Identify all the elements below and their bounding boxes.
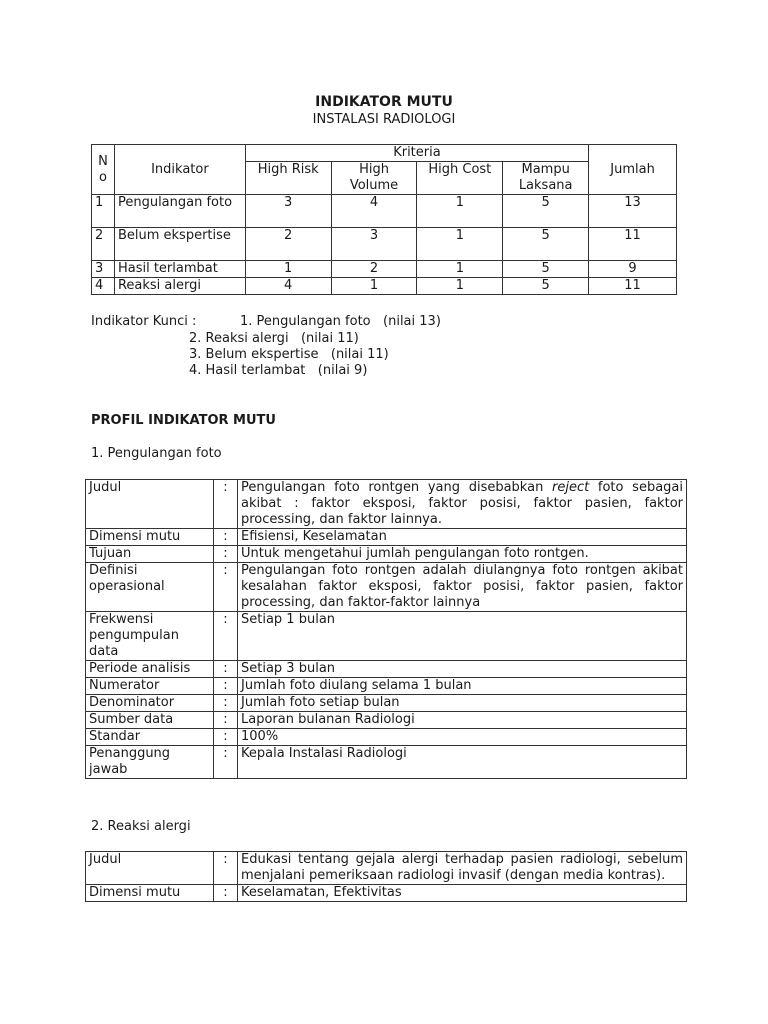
cell-high-risk: 4 — [245, 278, 331, 295]
cell-high-risk: 2 — [245, 228, 331, 261]
kunci-label: Indikator Kunci : — [91, 314, 197, 329]
row-label: Periode analisis — [86, 661, 214, 678]
row-value: Setiap 1 bulan — [238, 612, 687, 661]
judul-text-italic: reject — [552, 480, 590, 495]
cell-mampu-laksana: 5 — [503, 261, 589, 278]
row-value: Kepala Instalasi Radiologi — [238, 746, 687, 779]
judul-text-end: foto sebagai akibat : faktor eksposi, faktor posisi, faktor pasien, faktor processing, dan faktor lainnya. — [241, 480, 683, 527]
header-high-cost: High Cost — [417, 162, 503, 195]
cell-indikator: Pengulangan foto — [114, 195, 245, 228]
row-label: Dimensi mutu — [86, 529, 214, 546]
header-high-risk: High Risk — [245, 162, 331, 195]
row-value: Laporan bulanan Radiologi — [238, 712, 687, 729]
profil-heading: PROFIL INDIKATOR MUTU — [91, 413, 276, 428]
table-row — [86, 729, 687, 746]
cell-high-risk: 1 — [245, 261, 331, 278]
table-row — [86, 678, 687, 695]
cell-jumlah: 13 — [589, 195, 677, 228]
table-row — [86, 695, 687, 712]
cell-high-cost: 1 — [417, 261, 503, 278]
cell-jumlah: 11 — [589, 278, 677, 295]
row-label: Frekwensi pengumpulan data — [86, 612, 214, 661]
header-no: N o — [92, 145, 115, 195]
cell-high-cost: 1 — [417, 195, 503, 228]
row-label: Sumber data — [86, 712, 214, 729]
row-value: Jumlah foto diulang selama 1 bulan — [238, 678, 687, 695]
cell-indikator: Reaksi alergi — [114, 278, 245, 295]
header-indikator: Indikator — [114, 145, 245, 195]
cell-mampu-laksana: 5 — [503, 278, 589, 295]
cell-high-volume: 1 — [331, 278, 417, 295]
cell-high-risk: 3 — [245, 195, 331, 228]
row-colon: : — [214, 695, 238, 712]
table-row — [86, 885, 687, 902]
header-jumlah: Jumlah — [589, 145, 677, 195]
row-label: Numerator — [86, 678, 214, 695]
table-row — [92, 261, 677, 278]
row-value: Keselamatan, Efektivitas — [238, 885, 687, 902]
table-row — [86, 563, 687, 612]
row-value-judul — [238, 480, 687, 529]
row-value: Setiap 3 bulan — [238, 661, 687, 678]
row-colon: : — [214, 852, 238, 885]
kunci-item-4: 4. Hasil terlambat (nilai 9) — [189, 363, 368, 378]
cell-high-volume: 4 — [331, 195, 417, 228]
table-row — [92, 228, 677, 261]
row-label: Penanggung jawab — [86, 746, 214, 779]
row-label: Tujuan — [86, 546, 214, 563]
row-label: Dimensi mutu — [86, 885, 214, 902]
table-row — [86, 661, 687, 678]
cell-high-cost: 1 — [417, 278, 503, 295]
cell-high-volume: 2 — [331, 261, 417, 278]
cell-no: 3 — [92, 261, 115, 278]
criteria-header-row — [92, 145, 677, 162]
document-subtitle: INSTALASI RADIOLOGI — [312, 112, 456, 127]
table-row — [86, 546, 687, 563]
header-high-volume: High Volume — [331, 162, 417, 195]
table-row — [86, 612, 687, 661]
row-colon: : — [214, 885, 238, 902]
row-value: Pengulangan foto rontgen adalah diulangnya foto rontgen akibat kesalahan faktor eksposi, faktor posisi, faktor pasien, faktor processing, dan faktor-faktor lainnya — [238, 563, 687, 612]
row-colon: : — [214, 661, 238, 678]
cell-no: 2 — [92, 228, 115, 261]
row-colon: : — [214, 729, 238, 746]
judul-text-start: Pengulangan foto rontgen yang disebabkan — [241, 480, 553, 495]
kunci-item-3: 3. Belum ekspertise (nilai 11) — [189, 347, 389, 362]
section-2-heading: 2. Reaksi alergi — [91, 819, 191, 834]
table-row — [86, 852, 687, 885]
cell-high-cost: 1 — [417, 228, 503, 261]
row-label: Denominator — [86, 695, 214, 712]
cell-no: 1 — [92, 195, 115, 228]
table-row — [86, 480, 687, 529]
header-mampu-laksana: Mampu Laksana — [503, 162, 589, 195]
row-value: Efisiensi, Keselamatan — [238, 529, 687, 546]
row-colon: : — [214, 612, 238, 661]
document-title: INDIKATOR MUTU — [315, 94, 453, 110]
kunci-item-1: 1. Pengulangan foto (nilai 13) — [240, 314, 441, 329]
row-colon: : — [214, 546, 238, 563]
cell-no: 4 — [92, 278, 115, 295]
table-row — [92, 195, 677, 228]
table-row — [86, 712, 687, 729]
cell-jumlah: 9 — [589, 261, 677, 278]
row-label: Judul — [86, 480, 214, 529]
cell-indikator: Belum ekspertise — [114, 228, 245, 261]
row-colon: : — [214, 712, 238, 729]
row-colon: : — [214, 529, 238, 546]
row-label: Judul — [86, 852, 214, 885]
section-1-heading: 1. Pengulangan foto — [91, 446, 222, 461]
row-colon: : — [214, 746, 238, 779]
header-kriteria: Kriteria — [245, 145, 588, 162]
table-row — [92, 278, 677, 295]
profile-table-reaksi-alergi — [85, 851, 687, 902]
row-label: Standar — [86, 729, 214, 746]
table-row — [86, 529, 687, 546]
cell-indikator: Hasil terlambat — [114, 261, 245, 278]
row-value: 100% — [238, 729, 687, 746]
row-value: Jumlah foto setiap bulan — [238, 695, 687, 712]
row-label: Definisi operasional — [86, 563, 214, 612]
row-value: Untuk mengetahui jumlah pengulangan foto rontgen. — [238, 546, 687, 563]
cell-jumlah: 11 — [589, 228, 677, 261]
profile-table-pengulangan-foto — [85, 479, 687, 779]
table-row — [86, 746, 687, 779]
kunci-item-2: 2. Reaksi alergi (nilai 11) — [189, 331, 359, 346]
cell-high-volume: 3 — [331, 228, 417, 261]
row-value: Edukasi tentang gejala alergi terhadap pasien radiologi, sebelum menjalani pemeriksaan radiologi invasif (dengan media kontras). — [238, 852, 687, 885]
row-colon: : — [214, 563, 238, 612]
cell-mampu-laksana: 5 — [503, 228, 589, 261]
row-colon: : — [214, 678, 238, 695]
row-colon: : — [214, 480, 238, 529]
cell-mampu-laksana: 5 — [503, 195, 589, 228]
criteria-table — [91, 144, 677, 295]
